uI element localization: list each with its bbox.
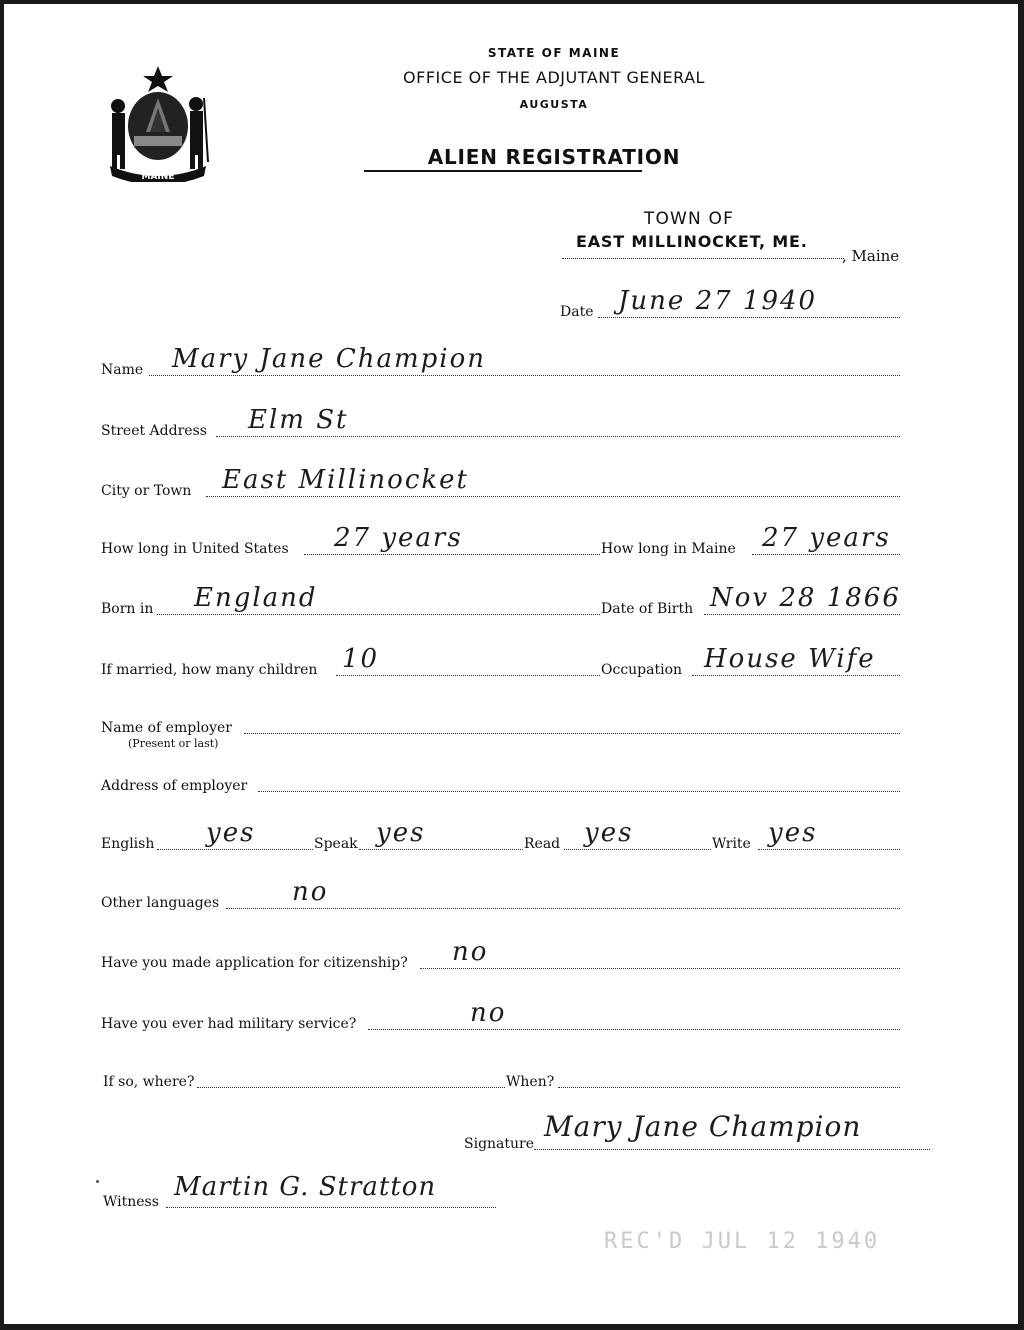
signature-line bbox=[534, 1149, 930, 1150]
signature-value: Mary Jane Champion bbox=[544, 1110, 862, 1143]
dob-label: Date of Birth bbox=[601, 601, 694, 617]
town-line bbox=[562, 258, 844, 259]
children-value: 10 bbox=[342, 644, 380, 674]
occupation-label: Occupation bbox=[601, 662, 683, 678]
city-value: East Millinocket bbox=[222, 465, 469, 495]
date-value: June 27 1940 bbox=[618, 286, 818, 316]
citizenship-line bbox=[420, 968, 900, 969]
employer-sublabel: (Present or last) bbox=[128, 737, 219, 750]
employer-label: Name of employer bbox=[101, 720, 232, 736]
born-line bbox=[157, 614, 600, 615]
employer-address-label: Address of employer bbox=[101, 778, 248, 794]
town-name: EAST MILLINOCKET, ME. bbox=[576, 232, 808, 251]
street-label: Street Address bbox=[101, 423, 207, 439]
military-value: no bbox=[470, 998, 507, 1028]
military-label: Have you ever had military service? bbox=[101, 1016, 357, 1032]
write-label: Write bbox=[712, 836, 751, 852]
maine-label: , Maine bbox=[842, 247, 900, 265]
other-languages-value: no bbox=[292, 877, 329, 907]
children-label: If married, how many children bbox=[101, 662, 318, 678]
when-line bbox=[558, 1087, 900, 1088]
dob-line bbox=[704, 614, 900, 615]
employer-address-line bbox=[258, 791, 900, 792]
maine-years-label: How long in Maine bbox=[601, 541, 736, 557]
other-languages-line bbox=[226, 908, 900, 909]
children-line bbox=[336, 675, 600, 676]
witness-line bbox=[166, 1207, 496, 1208]
registration-form bbox=[4, 4, 1018, 1324]
speak-label: Speak bbox=[314, 836, 358, 852]
speak-value: yes bbox=[376, 818, 426, 848]
occupation-line bbox=[692, 675, 900, 676]
maine-state-seal-icon bbox=[104, 62, 212, 182]
citizenship-label: Have you made application for citizenship? bbox=[101, 955, 408, 971]
us-years-value: 27 years bbox=[334, 523, 463, 553]
where-label: If so, where? bbox=[103, 1074, 195, 1090]
header-office: OFFICE OF THE ADJUTANT GENERAL bbox=[403, 68, 705, 87]
witness-value: Martin G. Stratton bbox=[174, 1172, 437, 1202]
occupation-value: House Wife bbox=[704, 644, 876, 674]
english-label: English bbox=[101, 836, 155, 852]
date-label: Date bbox=[560, 304, 594, 320]
us-years-line bbox=[304, 554, 600, 555]
when-label: When? bbox=[506, 1074, 555, 1090]
street-value: Elm St bbox=[248, 405, 349, 435]
write-value: yes bbox=[768, 818, 818, 848]
town-of-label: TOWN OF bbox=[643, 209, 735, 229]
employer-line bbox=[244, 733, 900, 734]
title-underline bbox=[364, 170, 642, 172]
header-city: AUGUSTA bbox=[519, 98, 589, 111]
name-line bbox=[149, 375, 900, 376]
read-value: yes bbox=[584, 818, 634, 848]
where-line bbox=[197, 1087, 505, 1088]
received-stamp: REC'D JUL 12 1940 bbox=[604, 1229, 881, 1254]
speak-line bbox=[359, 849, 523, 850]
street-line bbox=[216, 436, 900, 437]
write-line bbox=[758, 849, 900, 850]
dob-value: Nov 28 1866 bbox=[710, 583, 901, 613]
signature-label: Signature bbox=[464, 1136, 535, 1152]
read-label: Read bbox=[524, 836, 561, 852]
witness-label: Witness bbox=[103, 1194, 159, 1210]
form-title: ALIEN REGISTRATION bbox=[427, 145, 681, 169]
maine-years-value: 27 years bbox=[762, 523, 891, 553]
city-label: City or Town bbox=[101, 483, 192, 499]
other-languages-label: Other languages bbox=[101, 895, 220, 911]
born-label: Born in bbox=[101, 601, 154, 617]
born-value: England bbox=[194, 583, 318, 613]
city-line bbox=[206, 496, 900, 497]
date-line bbox=[598, 317, 900, 318]
name-label: Name bbox=[101, 362, 144, 378]
stray-mark bbox=[96, 1180, 99, 1183]
read-line bbox=[564, 849, 711, 850]
english-line bbox=[157, 849, 313, 850]
header-state: STATE OF MAINE bbox=[487, 46, 621, 60]
english-value: yes bbox=[206, 818, 256, 848]
svg-text:MAINE: MAINE bbox=[141, 172, 175, 182]
military-line bbox=[368, 1029, 900, 1030]
us-years-label: How long in United States bbox=[101, 541, 289, 557]
name-value: Mary Jane Champion bbox=[172, 344, 486, 374]
maine-years-line bbox=[752, 554, 900, 555]
citizenship-value: no bbox=[452, 937, 489, 967]
